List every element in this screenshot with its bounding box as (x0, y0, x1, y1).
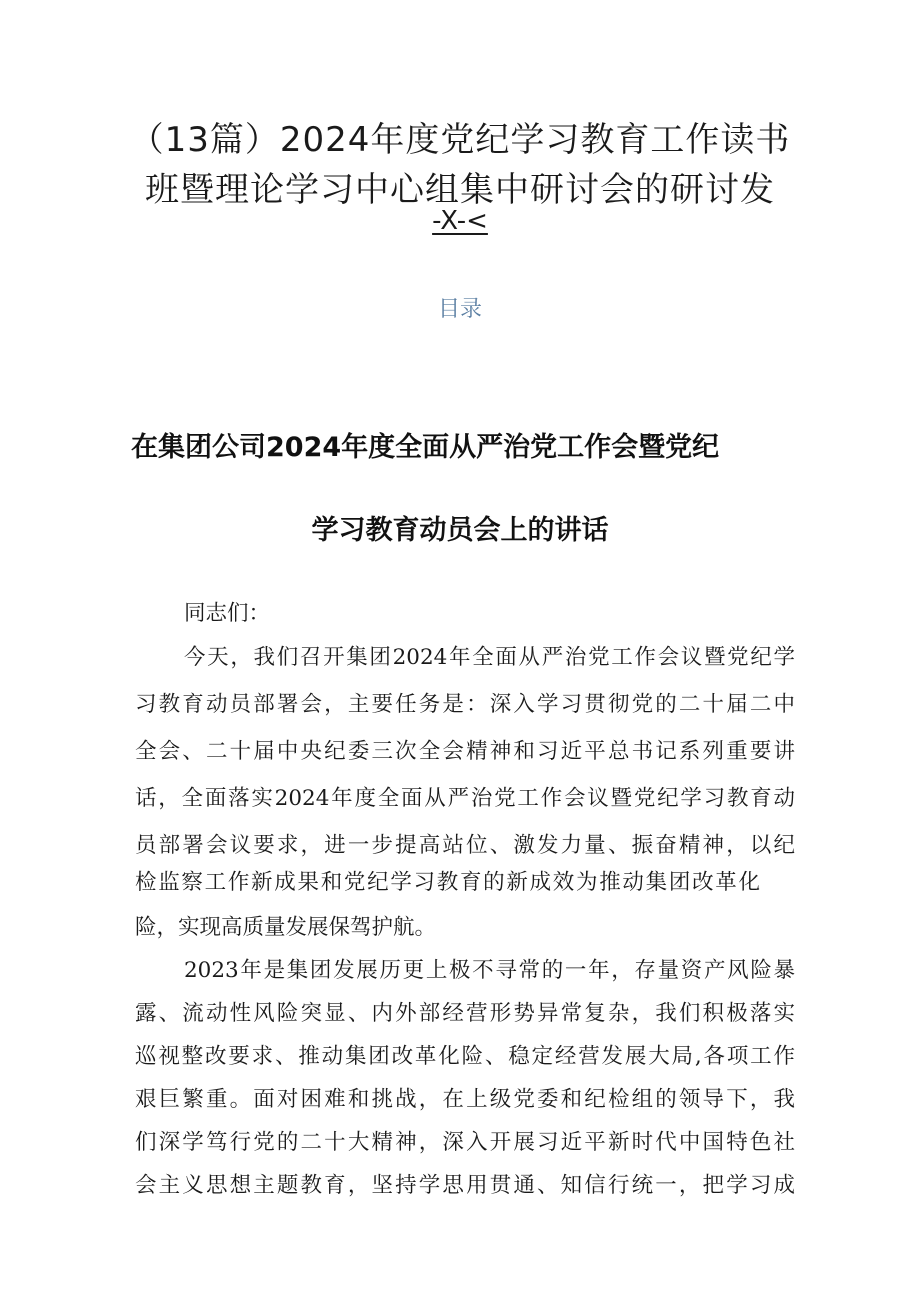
document-title-line-2: 班暨理论学习中心组集中研讨会的研讨发 (145, 170, 775, 210)
paragraph-1-line: 员部署会议要求，进一步提高站位、激发力量、振奋精神，以纪 (135, 833, 795, 858)
paragraph-2-line: 2023年是集团发展历更上极不寻常的一年，存量资产风险暴 (184, 958, 795, 983)
speech-title-line-1: 在集团公司2024年度全面从严治党工作会暨党纪 (131, 432, 720, 463)
greeting: 同志们： (184, 601, 271, 626)
paragraph-1-line: 今天，我们召开集团2024年全面从严治党工作会议暨党纪学 (184, 645, 795, 670)
paragraph-2-line: 们深学笃行党的二十大精神，深入开展习近平新时代中国特色社 (135, 1130, 795, 1155)
table-of-contents-label[interactable]: 目录 (437, 297, 482, 322)
paragraph-2-line: 艰巨繁重。面对困难和挑战，在上级党委和纪检组的领导下，我 (135, 1087, 795, 1112)
paragraph-2-line: 巡视整改要求、推动集团改革化险、稳定经营发展大局,各项工作 (135, 1044, 795, 1069)
paragraph-2-line: 露、流动性风险突显、内外部经营形势异常复杂，我们积极落实 (135, 1001, 795, 1026)
paragraph-1-line: 检监察工作新成果和党纪学习教育的新成效为推动集团改革化 (135, 870, 760, 895)
paragraph-1-line: 全会、二十届中央纪委三次全会精神和习近平总书记系列重要讲 (135, 739, 795, 764)
document-title-line-3: -X-< (432, 206, 488, 236)
paragraph-1-line: 险，实现高质量发展保驾护航。 (135, 915, 437, 940)
paragraph-2-line: 会主义思想主题教育，坚持学思用贯通、知信行统一，把学习成 (135, 1173, 795, 1198)
paragraph-1-line: 习教育动员部署会，主要任务是：深入学习贯彻党的二十届二中 (135, 692, 795, 717)
paragraph-1-line: 话，全面落实2024年度全面从严治党工作会议暨党纪学习教育动 (135, 786, 795, 811)
speech-title-line-2: 学习教育动员会上的讲话 (311, 515, 609, 546)
document-title-line-1: （13篇）2024年度党纪学习教育工作读书 (129, 120, 791, 160)
